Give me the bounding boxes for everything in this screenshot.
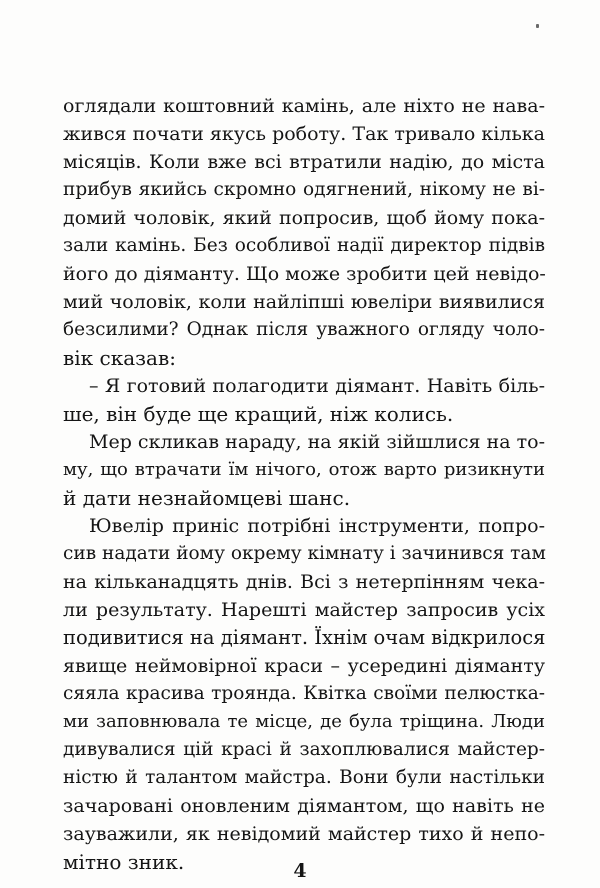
text-line: жився почати якусь роботу. Так тривало кілька xyxy=(63,123,545,145)
text-line: вік сказав: xyxy=(63,346,176,370)
text-line: оглядали коштовний камінь, але ніхто не нава- xyxy=(63,95,545,117)
text-line: сив надати йому окрему кімнату і зачинився там xyxy=(63,543,546,564)
text-line: явище неймовірної краси – усередині діяманту xyxy=(63,655,545,677)
text-line: му, що втрачати їм нічого, отож варто ризикнути xyxy=(63,459,545,480)
text-line: й дати незнайомцеві шанс. xyxy=(63,486,351,510)
text-line: подивитися на діямант. Їхнім очам відкрилося xyxy=(63,626,546,649)
text-line: Ювелір приніс потрібні інструменти, попро- xyxy=(89,515,545,537)
text-line: зауважили, як невідомий майстер тихо й непо- xyxy=(63,823,545,845)
text-line: ністю й талантом майстра. Вони були настільки xyxy=(63,767,545,788)
text-line: мий чоловік, коли найліпші ювеліри виявилися xyxy=(63,291,545,313)
text-line: прибув якийсь скромно одягнений, нікому не ві- xyxy=(63,179,545,200)
text-line: – Я готовий полагодити діямант. Навіть біль- xyxy=(89,375,545,397)
text-line: зачаровані оновленим діямантом, що навіть не xyxy=(63,795,545,817)
text-line: ли результату. Нарешті майстер запросив усіх xyxy=(63,599,545,621)
text-line: місяців. Коли вже всі втратили надію, до міста xyxy=(63,151,545,173)
text-line: домий чоловік, який попросив, щоб йому пока- xyxy=(63,207,545,229)
text-line: безсилими? Однак після уважного огляду чоло- xyxy=(63,319,545,340)
text-line: Мер скликав нараду, на якій зійшлися на то- xyxy=(89,431,545,453)
page-number: 4 xyxy=(293,860,307,882)
text-line: на кільканадцять днів. Всі з нетерпінням чека- xyxy=(63,571,545,593)
text-line: ми заповнювала те місце, де була тріщина. Люди xyxy=(63,711,545,732)
text-line: сяяла красива троянда. Квітка своїми пелюстка- xyxy=(63,683,545,704)
text-line: дивувалися цій красі й захоплювалися майстер- xyxy=(63,739,545,760)
text-line: зали камінь. Без особливої надії директор підвів xyxy=(63,235,545,256)
text-line: мітно зник. xyxy=(63,850,185,874)
text-line: ше, він буде ще кращий, ніж колись. xyxy=(63,402,454,426)
text-line: його до діяманту. Що може зробити цей невідо- xyxy=(63,263,546,285)
